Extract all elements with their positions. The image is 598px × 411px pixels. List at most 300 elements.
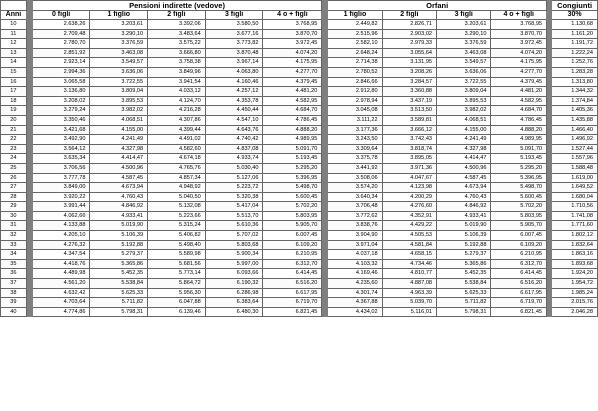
- pensione-cell: 3.967,14: [205, 58, 263, 68]
- congiunti-cell: 1.405,36: [552, 106, 598, 116]
- pensione-cell: 3.065,58: [32, 77, 90, 87]
- orfani-cell: 4.327,98: [437, 144, 491, 154]
- pensione-cell: 3.483,64: [148, 29, 206, 39]
- pensione-cell: 3.941,54: [148, 77, 206, 87]
- pensione-cell: 3.392,06: [148, 20, 206, 30]
- congiunti-cell: 1.832,64: [552, 240, 598, 250]
- table-row: [1, 106, 598, 116]
- pensione-cell: 5.513,70: [205, 211, 263, 221]
- pensione-cell: 6.414,45: [263, 269, 322, 279]
- pensione-cell: 3.849,96: [148, 67, 206, 77]
- table-row: [1, 202, 598, 212]
- orfani-cell: 2.826,71: [382, 20, 436, 30]
- orfani-cell: 3.982,02: [437, 106, 491, 116]
- orfani-cell: 5.711,82: [437, 298, 491, 308]
- orfani-cell: 4.175,95: [491, 58, 547, 68]
- pensione-cell: 5.711,82: [90, 298, 148, 308]
- pensione-cell: 3.809,04: [90, 87, 148, 97]
- pensioni-col-header: 4 o + figli: [263, 11, 322, 20]
- pensione-cell: 5.132,08: [148, 202, 206, 212]
- orfani-cell: 4.429,22: [382, 221, 436, 231]
- orfani-cell: 4.241,49: [437, 135, 491, 145]
- orfani-cell: 3.768,95: [491, 20, 547, 30]
- pensione-cell: 5.223,72: [205, 183, 263, 193]
- congiunti-cell: 1.527,44: [552, 144, 598, 154]
- orfani-cell: 4.367,88: [328, 298, 382, 308]
- pensione-cell: 3.290,10: [90, 29, 148, 39]
- pensione-cell: 4.276,32: [32, 240, 90, 250]
- orfani-cell: 4.673,94: [437, 183, 491, 193]
- pensione-cell: 5.417,04: [205, 202, 263, 212]
- congiunti-cell: 1.313,80: [552, 77, 598, 87]
- orfani-cell: 4.933,41: [437, 211, 491, 221]
- pensione-cell: 4.155,00: [90, 125, 148, 135]
- orfani-cell: 3.838,76: [328, 221, 382, 231]
- pensione-cell: 3.773,82: [205, 39, 263, 49]
- pensione-cell: 4.500,96: [90, 163, 148, 173]
- orfani-cell: 3.203,61: [437, 20, 491, 30]
- pensione-cell: 2.994,36: [32, 67, 90, 77]
- table-row: [1, 192, 598, 202]
- pensione-cell: 4.160,46: [205, 77, 263, 87]
- pensione-cell: 3.895,53: [90, 96, 148, 106]
- orfani-cell: 6.414,45: [491, 269, 547, 279]
- orfani-cell: 5.625,33: [437, 288, 491, 298]
- orfani-cell: 5.295,20: [491, 163, 547, 173]
- pensione-cell: 3.870,48: [205, 48, 263, 58]
- orfani-cell: 4.963,39: [382, 288, 436, 298]
- table-row: [1, 58, 598, 68]
- pensione-cell: 5.798,31: [90, 307, 148, 317]
- pensioni-col-header: 3 figli: [205, 11, 263, 20]
- pensione-cell: 4.684,70: [263, 106, 322, 116]
- orfani-cell: 3.895,53: [437, 96, 491, 106]
- orfani-cell: 2.912,80: [328, 87, 382, 97]
- anni-cell: 30: [1, 211, 27, 221]
- pensione-cell: 2.851,92: [32, 48, 90, 58]
- orfani-cell: 4.277,70: [491, 67, 547, 77]
- congiunti-cell: 1.222,24: [552, 48, 598, 58]
- anni-cell: 13: [1, 48, 27, 58]
- orfani-cell: 3.742,43: [382, 135, 436, 145]
- header-column-row: [1, 11, 598, 20]
- congiunti-cell: 1.649,52: [552, 183, 598, 193]
- orfani-cell: 5.279,37: [437, 250, 491, 260]
- table-row: [1, 211, 598, 221]
- orfani-cell: 2.714,38: [328, 58, 382, 68]
- orfani-cell: 3.972,45: [491, 39, 547, 49]
- pensione-cell: 5.997,00: [205, 259, 263, 269]
- anni-cell: 12: [1, 39, 27, 49]
- orfani-cell: 3.574,20: [328, 183, 382, 193]
- orfani-cell: 5.396,95: [491, 173, 547, 183]
- orfani-cell: 4.846,92: [437, 202, 491, 212]
- pensione-cell: 4.774,86: [32, 307, 90, 317]
- table-row: [1, 29, 598, 39]
- pensione-cell: 6.617,95: [263, 288, 322, 298]
- orfani-cell: 4.887,08: [382, 279, 436, 289]
- orfani-cell: 4.379,45: [491, 77, 547, 87]
- pensione-cell: 4.933,74: [205, 154, 263, 164]
- orfani-cell: 5.039,70: [382, 298, 436, 308]
- pensioni-col-header: 0 figli: [32, 11, 90, 20]
- anni-cell: 11: [1, 29, 27, 39]
- orfani-cell: 4.103,32: [328, 259, 382, 269]
- table-row: [1, 250, 598, 260]
- pensione-cell: 5.365,86: [90, 259, 148, 269]
- pensione-cell: 4.547,10: [205, 115, 263, 125]
- orfani-cell: 4.760,43: [437, 192, 491, 202]
- pensione-cell: 3.722,55: [90, 77, 148, 87]
- corner-cell: [1, 1, 27, 11]
- pensione-cell: 4.760,43: [90, 192, 148, 202]
- orfani-cell: 4.068,51: [437, 115, 491, 125]
- orfani-cell: 4.276,60: [382, 202, 436, 212]
- orfani-cell: 2.979,33: [382, 39, 436, 49]
- pensione-cell: 5.030,40: [205, 163, 263, 173]
- pensione-cell: 3.870,70: [263, 29, 322, 39]
- orfani-cell: 3.513,50: [382, 106, 436, 116]
- orfani-cell: 3.045,08: [328, 106, 382, 116]
- anni-cell: 25: [1, 163, 27, 173]
- table-row: [1, 183, 598, 193]
- pensioni-indirette-header: Pensioni indirette (vedove): [32, 1, 322, 11]
- pensione-cell: 4.414,47: [90, 154, 148, 164]
- pensione-cell: 5.498,40: [148, 240, 206, 250]
- orfani-cell: 3.772,62: [328, 211, 382, 221]
- pensione-cell: 3.203,61: [90, 20, 148, 30]
- pensione-cell: 3.677,16: [205, 29, 263, 39]
- congiunti-cell: 1.496,92: [552, 135, 598, 145]
- anni-cell: 20: [1, 115, 27, 125]
- header-group-row: [1, 1, 598, 11]
- pensione-cell: 6.821,45: [263, 307, 322, 317]
- table-row: [1, 67, 598, 77]
- orfani-cell: 3.508,06: [328, 173, 382, 183]
- anni-cell: 27: [1, 183, 27, 193]
- pensione-cell: 2.709,48: [32, 29, 90, 39]
- pensione-cell: 5.406,82: [148, 231, 206, 241]
- orfani-cell: 4.235,60: [328, 279, 382, 289]
- pensione-cell: 5.773,14: [148, 269, 206, 279]
- congiunti-cell: 1.954,72: [552, 279, 598, 289]
- pensione-cell: 4.933,41: [90, 211, 148, 221]
- pensione-cell: 4.399,44: [148, 125, 206, 135]
- pensione-cell: 5.610,36: [205, 221, 263, 231]
- congiunti-cell: 1.710,56: [552, 202, 598, 212]
- orfani-cell: 3.284,57: [382, 77, 436, 87]
- orfani-cell: 4.658,15: [382, 250, 436, 260]
- orfani-cell: 4.587,45: [437, 173, 491, 183]
- anni-cell: 28: [1, 192, 27, 202]
- pensione-cell: 3.492,90: [32, 135, 90, 145]
- orfani-cell: 4.810,77: [382, 269, 436, 279]
- pensione-cell: 5.625,33: [90, 288, 148, 298]
- orfani-cell: 4.200,29: [382, 192, 436, 202]
- orfani-cell: 4.123,98: [382, 183, 436, 193]
- pensione-cell: 5.538,84: [90, 279, 148, 289]
- pensione-cell: 3.982,02: [90, 106, 148, 116]
- orfani-cell: 3.636,06: [437, 67, 491, 77]
- congiunti-cell: 2.046,28: [552, 307, 598, 317]
- anni-cell: 19: [1, 106, 27, 116]
- congiunti-cell: 2.015,76: [552, 298, 598, 308]
- orfani-cell: 6.719,70: [491, 298, 547, 308]
- orfani-cell: 4.414,47: [437, 154, 491, 164]
- orfani-cell: 6.312,70: [491, 259, 547, 269]
- orfani-col-header: 3 figli: [437, 11, 491, 20]
- pensione-cell: 4.033,12: [148, 87, 206, 97]
- table-row: [1, 135, 598, 145]
- congiunti-cell: 1.191,72: [552, 39, 598, 49]
- anni-cell: 14: [1, 58, 27, 68]
- pensione-cell: 3.575,22: [148, 39, 206, 49]
- pensioni-col-header: 2 figli: [148, 11, 206, 20]
- pensione-cell: 4.133,88: [32, 221, 90, 231]
- orfani-cell: 4.434,02: [328, 307, 382, 317]
- pensione-cell: 3.635,34: [32, 154, 90, 164]
- anni-cell: 23: [1, 144, 27, 154]
- pensione-cell: 5.127,06: [205, 173, 263, 183]
- orfani-cell: 3.290,10: [437, 29, 491, 39]
- congiunti-cell: 1.863,16: [552, 250, 598, 260]
- anni-cell: 17: [1, 87, 27, 97]
- orfani-cell: 4.352,91: [382, 211, 436, 221]
- pensione-cell: 3.666,80: [148, 48, 206, 58]
- table-row: [1, 298, 598, 308]
- pensione-cell: 6.383,64: [205, 298, 263, 308]
- anni-cell: 29: [1, 202, 27, 212]
- pensione-cell: 5.956,30: [148, 288, 206, 298]
- pensione-cell: 4.241,49: [90, 135, 148, 145]
- orfani-cell: 5.193,45: [491, 154, 547, 164]
- orfani-cell: 2.903,02: [382, 29, 436, 39]
- congiunti-cell: 1.557,96: [552, 154, 598, 164]
- pensione-cell: 6.719,70: [263, 298, 322, 308]
- pensione-cell: 5.498,70: [263, 183, 322, 193]
- pensione-cell: 4.491,02: [148, 135, 206, 145]
- congiunti-cell: 1.344,32: [552, 87, 598, 97]
- orfani-cell: 4.155,00: [437, 125, 491, 135]
- pensione-cell: 3.706,56: [32, 163, 90, 173]
- anni-cell: 10: [1, 20, 27, 30]
- table-row: [1, 96, 598, 106]
- orfani-cell: 3.722,55: [437, 77, 491, 87]
- pensione-cell: 5.279,37: [90, 250, 148, 260]
- pensione-cell: 5.600,45: [263, 192, 322, 202]
- orfani-cell: 2.780,52: [328, 67, 382, 77]
- pensione-cell: 4.765,76: [148, 163, 206, 173]
- pensione-cell: 2.923,14: [32, 58, 90, 68]
- orfani-cell: 4.169,46: [328, 269, 382, 279]
- table-row: [1, 115, 598, 125]
- orfani-cell: 5.798,31: [437, 307, 491, 317]
- table-row: [1, 259, 598, 269]
- pensione-cell: 6.109,20: [263, 240, 322, 250]
- orfani-cell: 3.904,90: [328, 231, 382, 241]
- pensione-cell: 3.421,68: [32, 125, 90, 135]
- pensione-cell: 6.210,95: [263, 250, 322, 260]
- pensione-cell: 4.643,76: [205, 125, 263, 135]
- orfani-cell: 6.007,45: [491, 231, 547, 241]
- congiunti-cell: 1.435,88: [552, 115, 598, 125]
- orfani-cell: 2.515,96: [328, 29, 382, 39]
- pensione-cell: 3.991,44: [32, 202, 90, 212]
- orfani-cell: 3.208,26: [382, 67, 436, 77]
- congiunti-cell: 1.893,68: [552, 259, 598, 269]
- orfani-cell: 3.177,36: [328, 125, 382, 135]
- pensione-cell: 5.803,95: [263, 211, 322, 221]
- anni-cell: 35: [1, 259, 27, 269]
- anni-cell: 33: [1, 240, 27, 250]
- table-row: [1, 240, 598, 250]
- orfani-col-header: 4 o + figli: [491, 11, 547, 20]
- pensione-cell: 3.564,12: [32, 144, 90, 154]
- orfani-cell: 2.582,10: [328, 39, 382, 49]
- orfani-cell: 5.019,90: [437, 221, 491, 231]
- orfani-cell: 5.106,39: [437, 231, 491, 241]
- orfani-cell: 5.192,88: [437, 240, 491, 250]
- orfani-cell: 4.074,20: [491, 48, 547, 58]
- orfani-cell: 4.505,53: [382, 231, 436, 241]
- table-row: [1, 269, 598, 279]
- orfani-cell: 3.111,22: [328, 115, 382, 125]
- pensione-cell: 4.582,60: [148, 144, 206, 154]
- orfani-cell: 4.734,46: [382, 259, 436, 269]
- pensione-cell: 4.786,45: [263, 115, 322, 125]
- table-row: [1, 279, 598, 289]
- pensione-cell: 6.190,32: [205, 279, 263, 289]
- pensione-cell: 3.580,50: [205, 20, 263, 30]
- pensione-cell: 3.758,38: [148, 58, 206, 68]
- pensione-cell: 4.582,95: [263, 96, 322, 106]
- pensione-cell: 6.286,98: [205, 288, 263, 298]
- table-row: [1, 48, 598, 58]
- orfani-cell: 3.589,81: [382, 115, 436, 125]
- orfani-cell: 4.037,18: [328, 250, 382, 260]
- congiunti-col-header: 30%: [552, 11, 598, 20]
- orfani-col-header: 2 figli: [382, 11, 436, 20]
- pensione-cell: 3.920,22: [32, 192, 90, 202]
- table-row: [1, 20, 598, 30]
- anni-header: Anni: [1, 11, 27, 20]
- orfani-cell: 3.971,36: [382, 163, 436, 173]
- pensione-cell: 6.516,20: [263, 279, 322, 289]
- pensione-cell: 5.905,70: [263, 221, 322, 231]
- congiunti-cell: 1.924,20: [552, 269, 598, 279]
- table-body: [1, 20, 598, 317]
- congiunti-cell: 1.771,60: [552, 221, 598, 231]
- pensione-cell: 4.205,10: [32, 231, 90, 241]
- pensione-cell: 2.638,26: [32, 20, 90, 30]
- orfani-cell: 3.309,64: [328, 144, 382, 154]
- pensione-cell: 5.589,98: [148, 250, 206, 260]
- orfani-cell: 5.091,70: [491, 144, 547, 154]
- orfani-cell: 5.116,01: [382, 307, 436, 317]
- pensione-cell: 5.900,34: [205, 250, 263, 260]
- pensione-cell: 4.587,45: [90, 173, 148, 183]
- pensione-cell: 6.480,30: [205, 307, 263, 317]
- orfani-cell: 6.210,95: [491, 250, 547, 260]
- pensione-cell: 4.948,92: [148, 183, 206, 193]
- pensione-cell: 6.047,88: [148, 298, 206, 308]
- table-row: [1, 288, 598, 298]
- anni-cell: 37: [1, 279, 27, 289]
- congiunti-cell: 1.802,12: [552, 231, 598, 241]
- pensione-cell: 3.777,78: [32, 173, 90, 183]
- orfani-cell: 5.538,84: [437, 279, 491, 289]
- congiunti-cell: 1.161,20: [552, 29, 598, 39]
- pensione-cell: 5.396,95: [263, 173, 322, 183]
- pensione-cell: 4.216,28: [148, 106, 206, 116]
- congiunti-cell: 1.680,04: [552, 192, 598, 202]
- congiunti-header: Congiunti: [552, 1, 598, 11]
- congiunti-cell: 1.252,76: [552, 58, 598, 68]
- orfani-cell: 3.640,34: [328, 192, 382, 202]
- anni-cell: 40: [1, 307, 27, 317]
- orfani-cell: 3.706,48: [328, 202, 382, 212]
- congiunti-cell: 1.588,48: [552, 163, 598, 173]
- pensione-cell: 2.780,70: [32, 39, 90, 49]
- orfani-cell: 5.498,70: [491, 183, 547, 193]
- pensione-cell: 3.376,59: [90, 39, 148, 49]
- orfani-cell: 4.481,20: [491, 87, 547, 97]
- pensione-cell: 4.063,80: [205, 67, 263, 77]
- anni-cell: 16: [1, 77, 27, 87]
- anni-cell: 26: [1, 173, 27, 183]
- pensione-cell: 4.307,86: [148, 115, 206, 125]
- orfani-cell: 4.301,74: [328, 288, 382, 298]
- orfani-cell: 6.821,45: [491, 307, 547, 317]
- orfani-cell: 4.582,95: [491, 96, 547, 106]
- table-row: [1, 87, 598, 97]
- pensione-cell: 6.139,46: [148, 307, 206, 317]
- anni-cell: 36: [1, 269, 27, 279]
- orfani-cell: 6.109,20: [491, 240, 547, 250]
- pensione-cell: 5.106,39: [90, 231, 148, 241]
- orfani-cell: 3.441,92: [328, 163, 382, 173]
- anni-cell: 22: [1, 135, 27, 145]
- table-row: [1, 163, 598, 173]
- pensione-cell: 4.353,78: [205, 96, 263, 106]
- orfani-cell: 3.360,88: [382, 87, 436, 97]
- pensione-cell: 4.481,20: [263, 87, 322, 97]
- pensione-cell: 4.674,18: [148, 154, 206, 164]
- pensione-cell: 3.849,00: [32, 183, 90, 193]
- table-row: [1, 125, 598, 135]
- pensione-cell: 3.136,80: [32, 87, 90, 97]
- pensione-cell: 4.124,70: [148, 96, 206, 106]
- anni-cell: 24: [1, 154, 27, 164]
- pensione-cell: 3.549,57: [90, 58, 148, 68]
- orfani-cell: 6.617,95: [491, 288, 547, 298]
- anni-cell: 34: [1, 250, 27, 260]
- orfani-cell: 4.581,84: [382, 240, 436, 250]
- pensione-cell: 4.740,42: [205, 135, 263, 145]
- anni-cell: 21: [1, 125, 27, 135]
- orfani-cell: 3.870,70: [491, 29, 547, 39]
- orfani-cell: 3.376,59: [437, 39, 491, 49]
- orfani-cell: 2.846,66: [328, 77, 382, 87]
- orfani-cell: 3.971,04: [328, 240, 382, 250]
- orfani-cell: 5.702,20: [491, 202, 547, 212]
- pensione-cell: 4.450,44: [205, 106, 263, 116]
- pensione-cell: 4.489,98: [32, 269, 90, 279]
- pensione-cell: 4.257,12: [205, 87, 263, 97]
- pensione-cell: 3.350,46: [32, 115, 90, 125]
- pensione-cell: 6.093,66: [205, 269, 263, 279]
- pensione-cell: 6.007,45: [263, 231, 322, 241]
